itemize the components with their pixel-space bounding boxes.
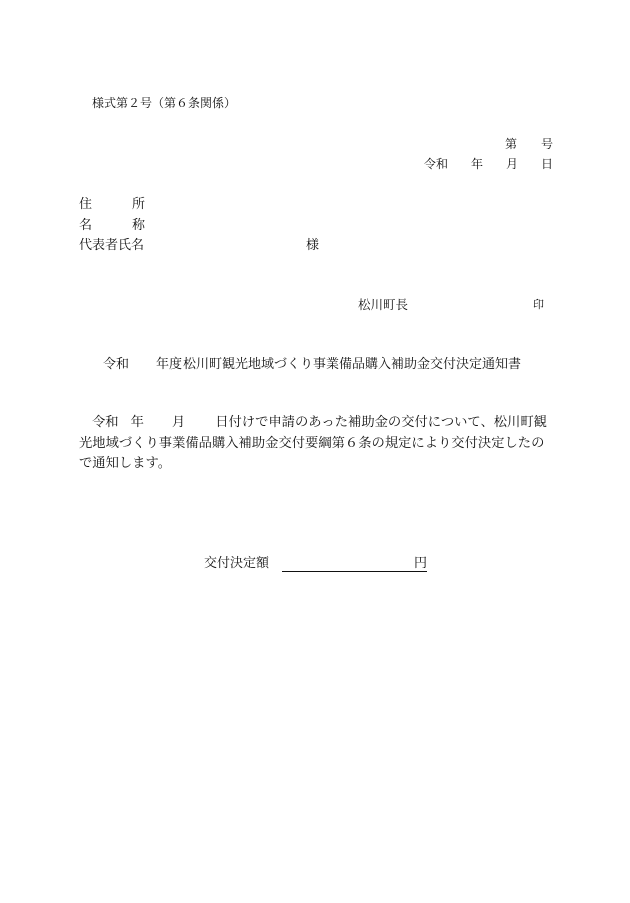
address-label-2: 所 [132, 197, 146, 212]
body-era: 令和 [92, 415, 119, 430]
address-label-1: 住 [79, 197, 93, 212]
title-era: 令和 [103, 357, 130, 372]
date-year: 年 [471, 157, 484, 171]
seal-mark: 印 [533, 298, 544, 311]
document-title: 松川町観光地域づくり事業備品購入補助金交付決定通知書 [183, 357, 522, 372]
doc-number-suffix: 号 [541, 137, 554, 151]
body-year: 年 [130, 415, 144, 430]
amount-unit: 円 [414, 556, 428, 571]
issuer-name: 松川町長 [358, 297, 409, 312]
date-era: 令和 [424, 157, 449, 171]
form-label: 様式第２号（第６条関係） [92, 96, 237, 110]
date-day: 日 [541, 157, 554, 171]
honorific: 様 [306, 238, 320, 253]
title-fiscal-year: 年度 [156, 357, 183, 372]
name-label-2: 称 [132, 218, 146, 233]
doc-number-prefix: 第 [505, 137, 518, 151]
body-text: 日付けで申請のあった補助金の交付について、松川町観光地域づくり事業備品購入補助金交付要綱第６条の規定により交付決定したので通知します。 [79, 415, 547, 471]
body-month: 月 [171, 415, 186, 430]
amount-underline [282, 571, 427, 572]
name-label-1: 名 [79, 218, 93, 233]
amount-label: 交付決定額 [204, 556, 270, 571]
body-paragraph [79, 413, 557, 475]
date-month: 月 [506, 157, 519, 171]
representative-label: 代表者氏名 [79, 238, 145, 253]
